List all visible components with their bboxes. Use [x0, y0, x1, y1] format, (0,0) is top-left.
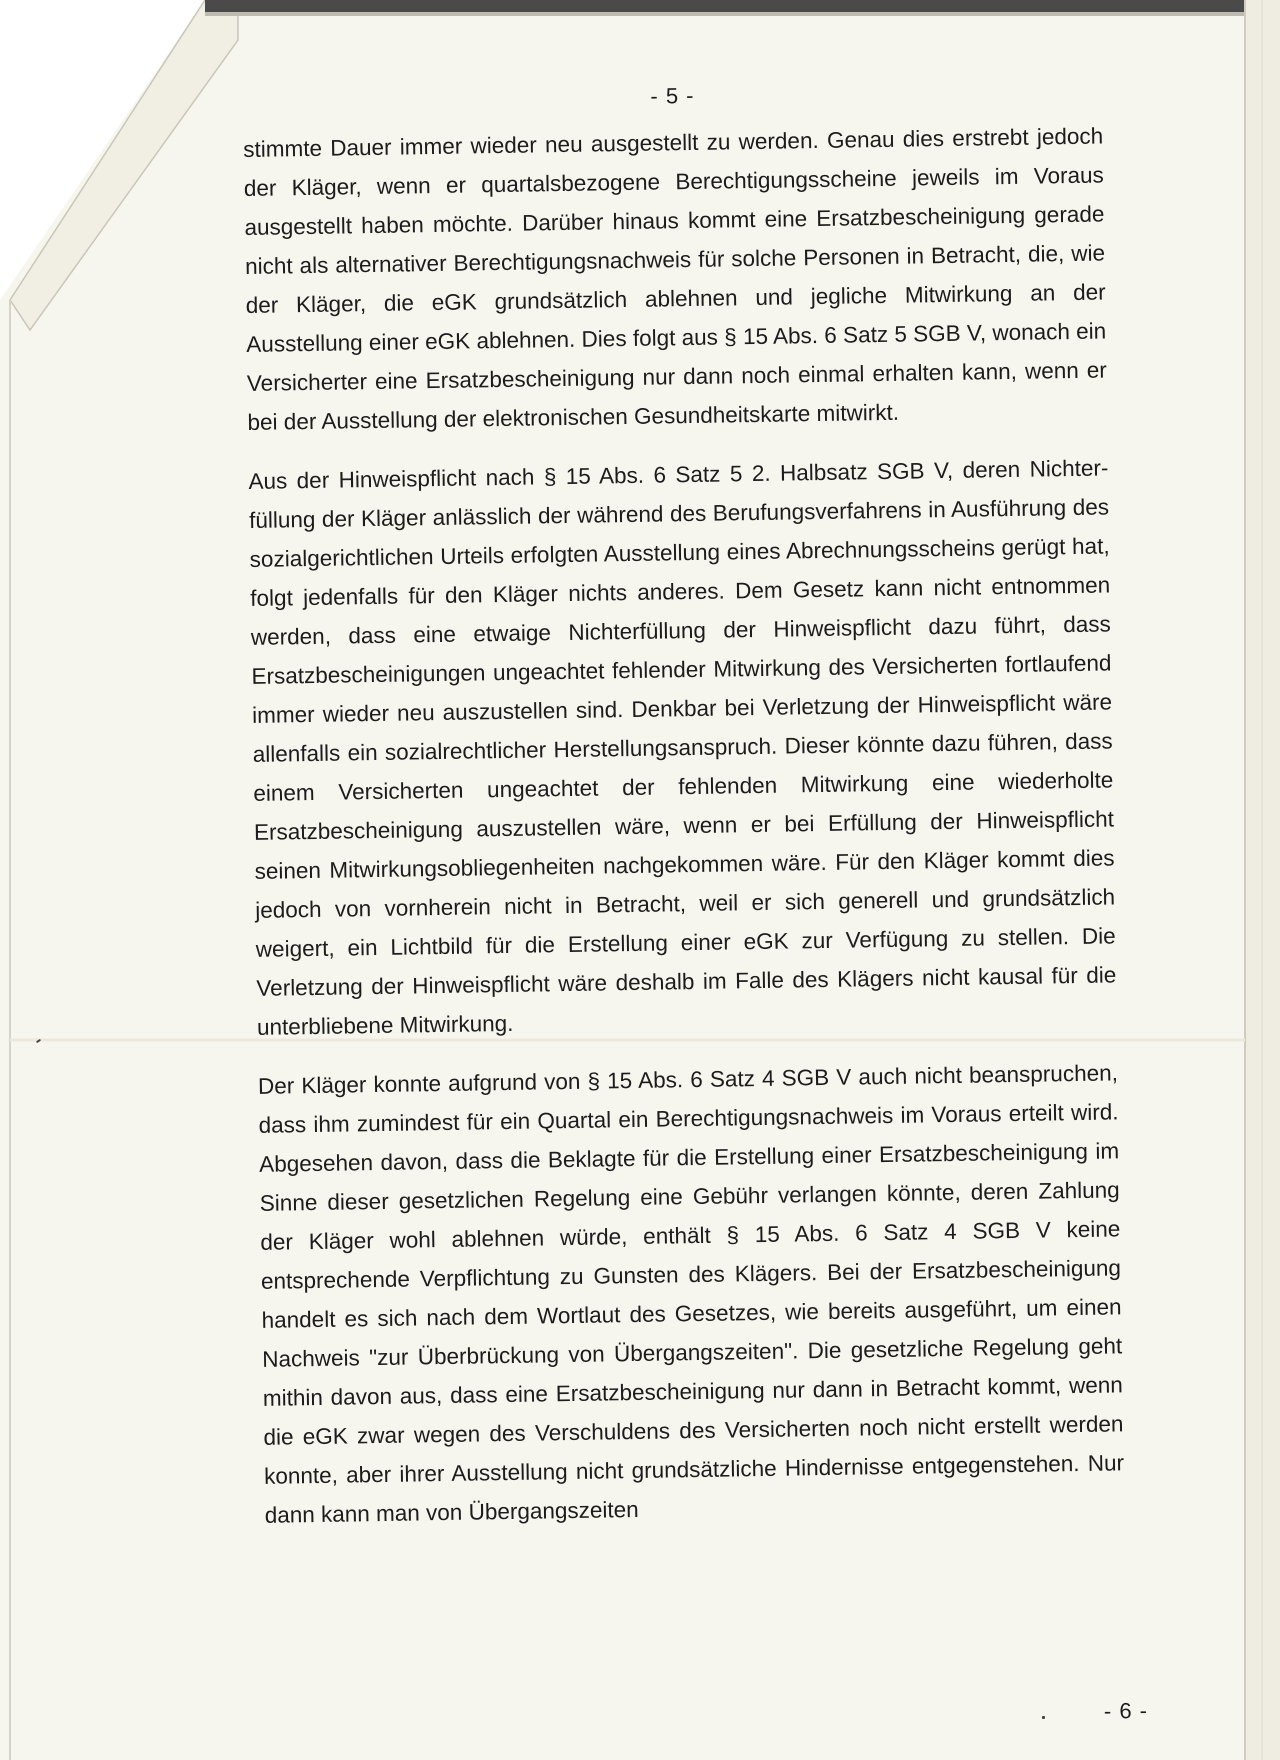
paragraph: Aus der Hinweispflicht nach § 15 Abs. 6 Satz 5 2. Halbsatz SGB V, deren Nichterfüllung der Kläger anlässlich der während des Berufungsverfahrens in Ausführung des sozialgerichtlichen Urteils erfolgten Ausstellung eines Abrechnungsscheins gerügt hat, folgt jedenfalls für den Kläger nichts anderes. Dem Gesetz kann nicht entnommen werden, dass eine etwaige Nichterfüllung der Hinweispflicht dazu führt, dass Ersatzbescheinigungen ungeachtet fehlender Mitwirkung des Versicherten fortlaufend immer wieder neu auszustellen sind. Denkbar bei Verletzung der Hinweispflicht wäre allenfalls ein sozialrechtlicher Herstellungsanspruch. Dieser könnte dazu führen, dass einem Versicherten ungeachtet der fehlenden Mitwirkung eine wiederholte Ersatzbescheinigung auszustellen wäre, wenn er bei Erfüllung der Hinweispflicht seinen Mitwirkungsobliegenheiten nachgekommen wäre. Für den Kläger kommt dies jedoch von vornherein nicht in Betracht, weil er sich generell und grundsätzlich weigert, ein Lichtbild für die Erstellung einer eGK zur Verfügung zu stellen. Die Verletzung der Hinweispflicht wäre deshalb im Falle des Klägers nicht kausal für die unterbliebene Mitwirkung.	[248, 455, 1117, 1040]
top-edge-light	[205, 12, 1245, 16]
paragraph: stimmte Dauer immer wieder neu ausgestellt zu werden. Genau dies erstrebt jedoch der Kläger, wenn er quartalsbezogene Berechtigungsscheine jeweils im Voraus ausgestellt haben möchte. Darüber hinaus kommt eine Ersatzbescheinigung gerade nicht als alternativer Berechtigungsnachweis für solche Personen in Betracht, die, wie der Kläger, die eGK grundsätzlich ablehnen und jegliche Mitwirkung an der Ausstellung einer eGK ablehnen. Dies folgt aus § 15 Abs. 6 Satz 5 SGB V, wonach ein Versicherter eine Ersatzbescheinigung nur dann noch einmal erhalten kann, wenn er bei der Ausstellung der elektronischen Gesundheitskarte mitwirkt.	[243, 123, 1108, 435]
body-text	[243, 116, 1125, 1554]
scan-speck	[1042, 1716, 1045, 1719]
next-page-marker: - 6 -	[1103, 1697, 1149, 1724]
top-edge-shadow	[205, 0, 1245, 12]
paragraph: Der Kläger konnte aufgrund von § 15 Abs. 6 Satz 4 SGB V auch nicht beanspruchen, dass ihm zumindest für ein Quartal ein Berechtigungsnachweis im Voraus erteilt wird. Abgesehen davon, dass die Beklagte für die Erstellung einer Ersatzbescheinigung im Sinne dieser gesetzlichen Regelung eine Gebühr verlangen könnte, deren Zahlung der Kläger wohl ablehnen würde, enthält § 15 Abs. 6 Satz 4 SGB V keine entsprechende Verpflichtung zu Gunsten des Klägers. Bei der Ersatzbescheinigung handelt es sich nach dem Wortlaut des Gesetzes, wie bereits ausgeführt, um einen Nachweis "zur Überbrückung von Übergangszeiten". Die gesetzliche Regelung geht mithin davon aus, dass eine Ersatzbescheinigung nur dann in Betracht kommt, wenn die eGK zwar wegen des Verschuldens des Versicherten noch nicht erstellt werden konnte, aber ihrer Ausstellung nicht grundsätzliche Hindernisse entgegenstehen. Nur dann kann man von Übergangszeiten	[257, 1060, 1125, 1528]
folded-corner-background	[0, 0, 205, 300]
page-number: - 5 -	[650, 82, 695, 109]
document-content	[242, 56, 1149, 1724]
